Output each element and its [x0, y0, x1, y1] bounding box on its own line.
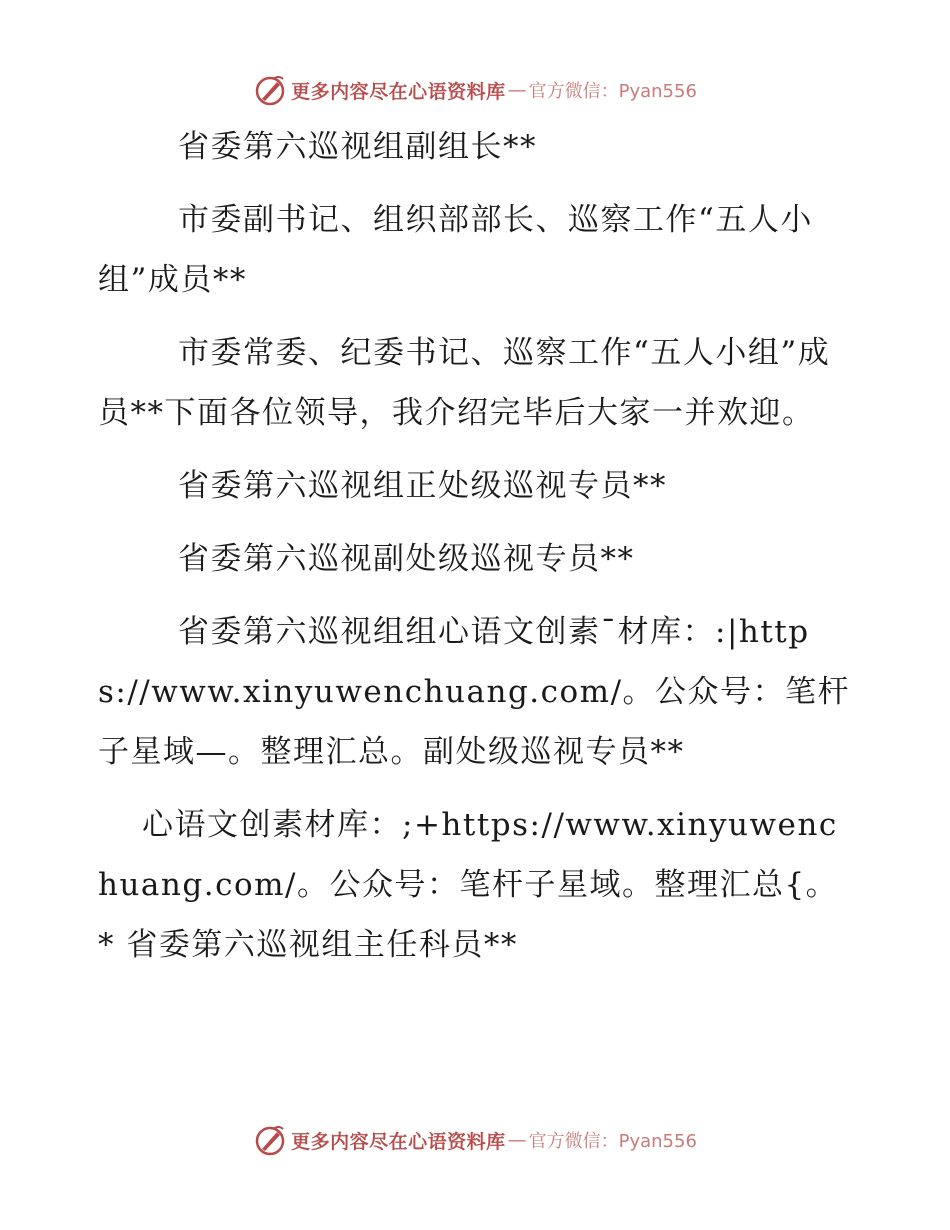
header-wechat-text: 官方微信：Pyan556	[528, 81, 697, 102]
paragraph: 省委第六巡视组组心语文创素¯材库：:|https://www.xinyuwenchuang.com/。公众号：笔杆子星域—。整理汇总。副处级巡视专员**	[98, 614, 851, 770]
header-banner	[0, 70, 950, 110]
header-promo-text: 更多内容尽在心语资料库	[291, 80, 506, 103]
document-body	[98, 117, 850, 975]
footer-banner	[0, 1120, 950, 1160]
paragraph: 市委副书记、组织部部长、巡察工作“五人小组”成员**	[98, 202, 813, 298]
footer-promo-text: 更多内容尽在心语资料库	[291, 1130, 506, 1153]
brush-pen-logo-icon	[253, 73, 287, 107]
paragraph: 省委第六巡视组正处级巡视专员**	[178, 468, 667, 504]
paragraph: 市委常委、纪委书记、巡察工作“五人小组”成员**下面各位领导，我介绍完毕后大家一并欢迎。	[98, 335, 831, 431]
paragraph: 心语文创素材库：;+https://www.xinyuwenchuang.com/。公众号：笔杆子星域。整理汇总{。* 省委第六巡视组主任科员**	[98, 807, 839, 963]
paragraph: 省委第六巡视组副组长**	[178, 129, 537, 165]
brush-pen-logo-icon	[253, 1123, 287, 1157]
footer-separator: —	[507, 1129, 527, 1151]
paragraph: 省委第六巡视副处级巡视专员**	[178, 541, 635, 577]
footer-wechat-text: 官方微信：Pyan556	[528, 1131, 697, 1152]
header-separator: —	[507, 79, 527, 101]
